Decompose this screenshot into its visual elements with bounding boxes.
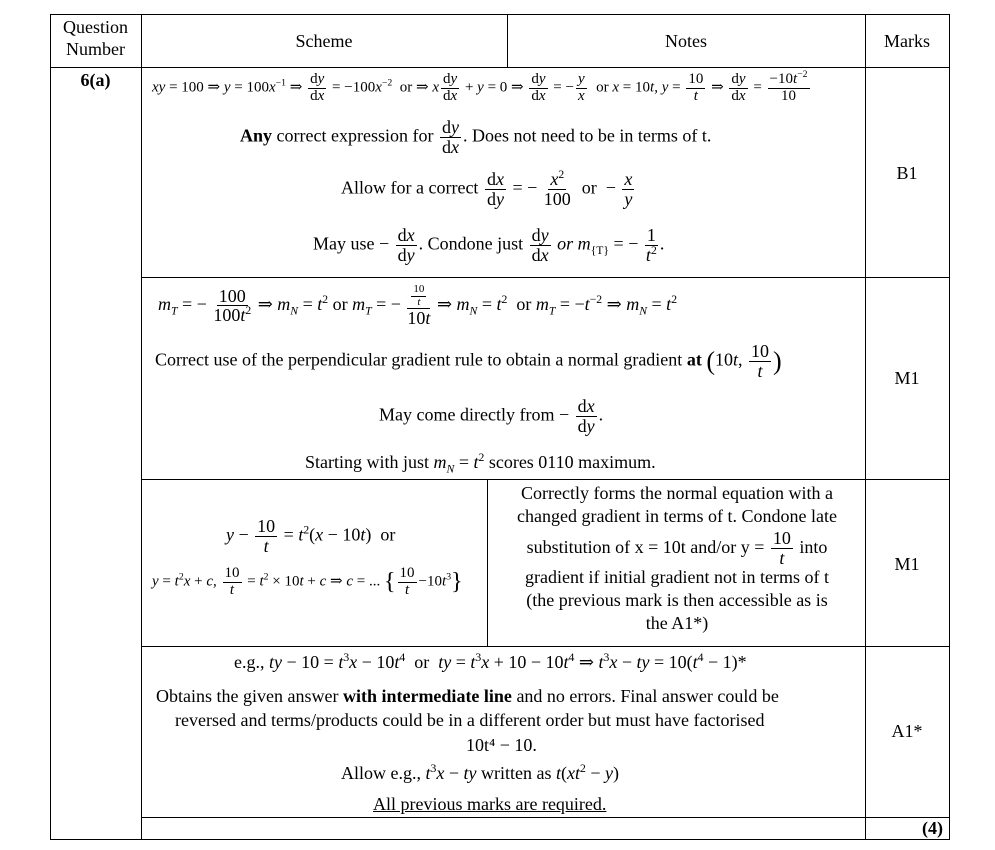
row3-scheme-line-2: $y = t^2x + c$, $\frac{10}{t}$ = $t^2 \times 10t + c$ ⇒ c = ... { $\frac{10}{t}$ $-10t^3$} xyxy=(152,565,463,598)
table-border-left xyxy=(50,14,51,840)
row2-scheme-line: $m_T$ = − $\frac{100}{100t^2}$ ⇒ $m_N = t^2$ or $m_T$ = − $\frac{\frac{10}{t}}{10t}$ ⇒ $m_N = t^2$ or $m_T = -t^{-2}$ ⇒ $m_N = t^2$ xyxy=(158,283,678,329)
row1-note-1: Any correct expression for $\frac{dy}{dx}$ . Does not need to be in terms of t. xyxy=(240,117,712,157)
row4-note-4: Allow e.g., $t^3x$ − ty written as $t(xt^2 - y)$ xyxy=(341,762,620,783)
row3-scheme-line-1: y − $\frac{10}{t}$ = $t^2(x - 10t)$ or xyxy=(226,516,396,556)
row-divider-3 xyxy=(141,646,950,647)
row1-mark: B1 xyxy=(896,163,918,183)
row4-note-1: Obtains the given answer with intermediate line and no errors. Final answer could be xyxy=(156,686,779,706)
row2-mark: M1 xyxy=(894,368,920,388)
row3-mark: M1 xyxy=(894,554,920,574)
row4-note-5: All previous marks are required. xyxy=(373,794,607,814)
table-border-right xyxy=(949,14,950,840)
header-question-number: Question Number xyxy=(63,17,128,59)
row4-note-2: reversed and terms/products could be in a different order but must have factorised xyxy=(175,710,765,730)
row1-note-2: Allow for a correct $\frac{dx}{dy}$ = − $\frac{x^2}{100}$ or − $\frac{x}{y}$ xyxy=(341,168,633,209)
row-divider-2 xyxy=(141,479,950,480)
row1-note-3: May use − $\frac{dx}{dy}$ . Condone just $\frac{dy}{dx}$ or $m_{\{T\}}$ = − $\frac{1}{t^2}$ . xyxy=(313,225,665,265)
row3-notes: Correctly forms the normal equation with a changed gradient in terms of t. Condone late substitution of x = 10t and/or y = $\frac{10}{t}$ into gradient if initial gradient not in terms of t (the previous mark is then accessible as is the A1*) xyxy=(517,483,837,633)
header-marks: Marks xyxy=(884,31,930,51)
total-marks: (4) xyxy=(922,818,943,838)
col-divider-question xyxy=(141,14,142,840)
header-scheme: Scheme xyxy=(295,31,353,51)
row1-scheme-line: xy = 100 ⇒ $y = 100x^{-1}$ ⇒ $\frac{dy}{dx}$ = $-100x^{-2}$ or ⇒ x $\frac{dy}{dx}$ + y = 0 ⇒ $\frac{dy}{dx}$ = − $\frac{y}{x}$ or x = 10t, y = $\frac{10}{t}$ ⇒ $\frac{dy}{dx}$ = $\frac{-10t^{-2}}{10}$ xyxy=(152,69,808,104)
col-divider-marks xyxy=(865,14,866,840)
row2-note-2: May come directly from − $\frac{dx}{dy}$ . xyxy=(379,396,604,436)
col-divider-scheme-notes-row3 xyxy=(487,479,488,647)
row-divider-4 xyxy=(141,817,950,818)
question-number: 6(a) xyxy=(80,70,111,90)
header-notes: Notes xyxy=(665,31,707,51)
row2-note-1: Correct use of the perpendicular gradient rule to obtain a normal gradient at (10t, $\frac{10}{t}$ ) xyxy=(155,341,782,381)
row2-note-3: Starting with just $m_N = t^2$ scores 0110 maximum. xyxy=(305,451,656,476)
table-border-top xyxy=(50,14,950,15)
row4-mark: A1* xyxy=(891,721,923,741)
row4-note-3: 10t⁴ − 10. xyxy=(466,735,537,755)
row4-scheme-line: e.g., ty − $10 = t^3x - 10t^4$ or ty = $t^3x + 10 - 10t^4$ ⇒ $t^3x$ − ty = $10(t^4 - 1)*$ xyxy=(234,651,747,672)
header-divider xyxy=(50,67,950,68)
table-border-bottom xyxy=(50,839,950,840)
row-divider-1 xyxy=(141,277,950,278)
